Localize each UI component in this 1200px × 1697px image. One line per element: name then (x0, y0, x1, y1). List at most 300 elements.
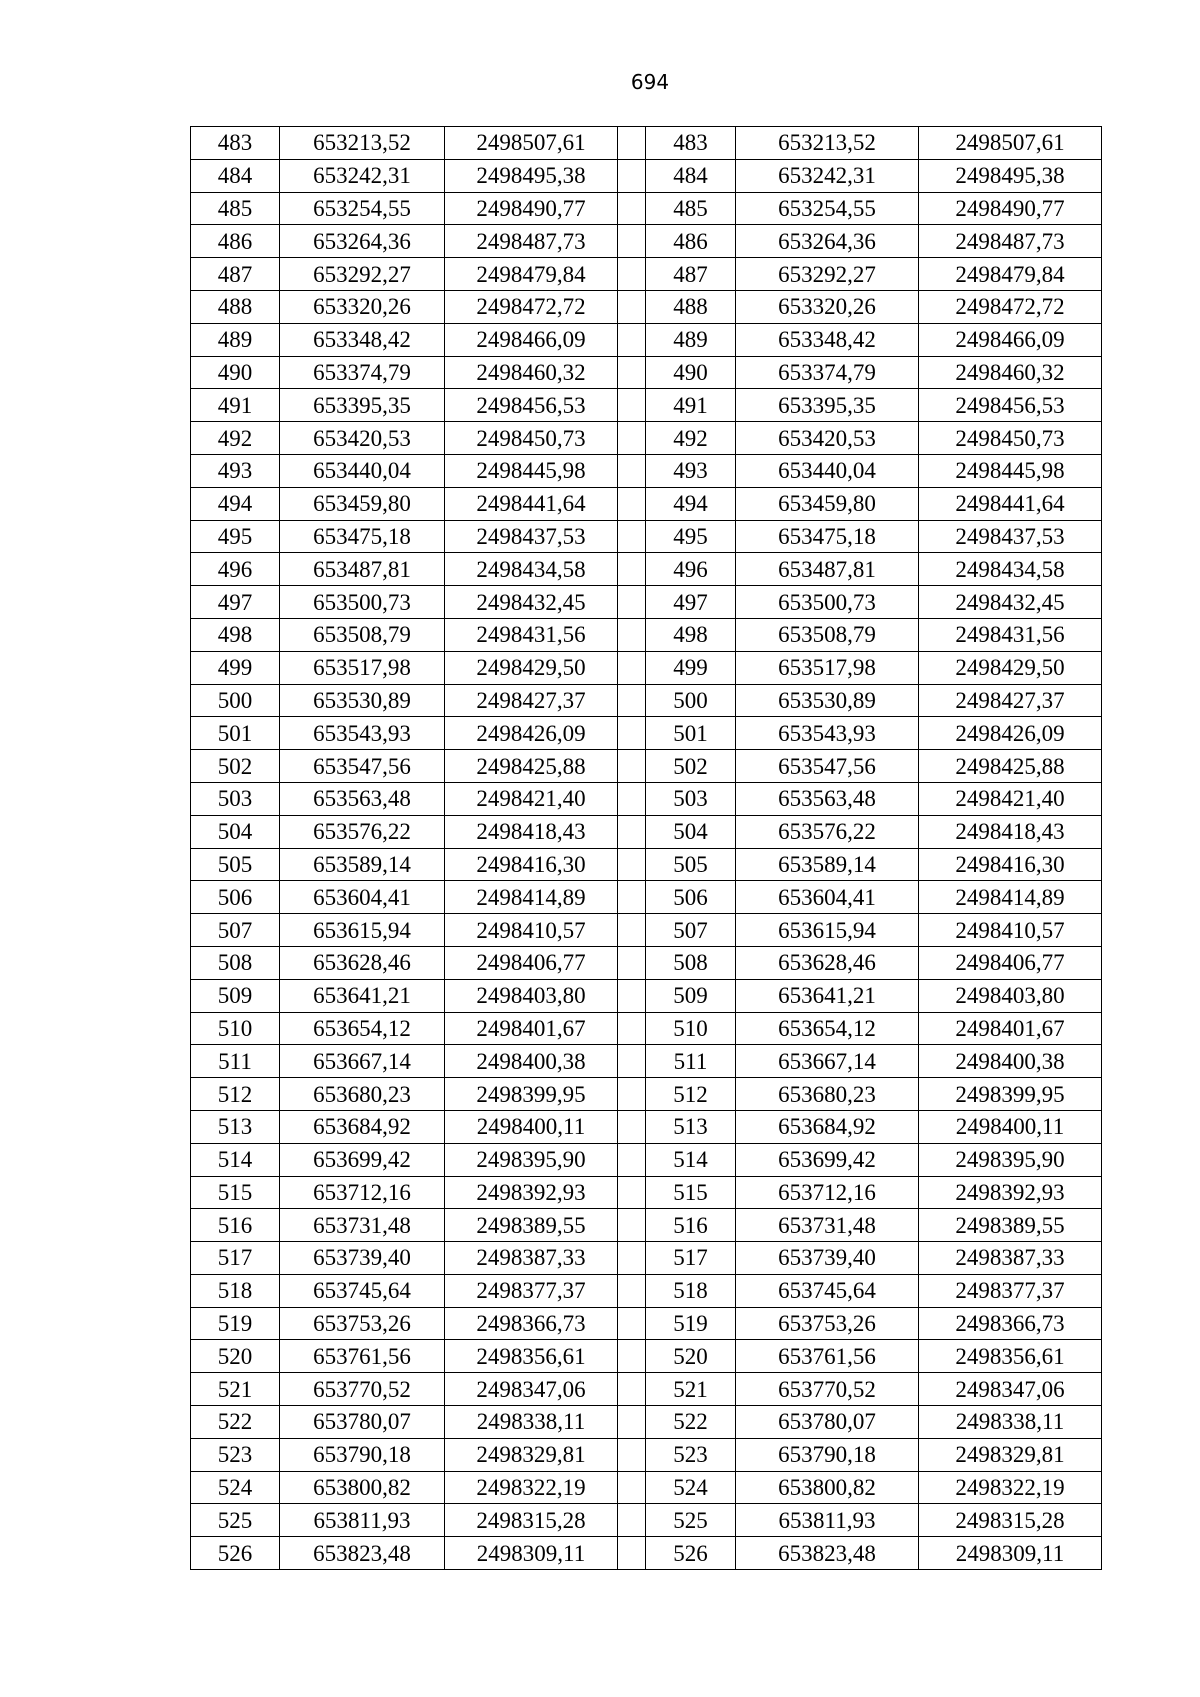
x-coordinate-cell: 653395,35 (736, 389, 919, 422)
x-coordinate-cell: 653530,89 (736, 684, 919, 717)
spacer-cell (618, 1274, 646, 1307)
y-coordinate-cell: 2498400,11 (445, 1110, 618, 1143)
table-row (191, 1012, 1102, 1045)
point-number-cell: 513 (191, 1110, 280, 1143)
y-coordinate-cell: 2498441,64 (919, 487, 1102, 520)
point-number-cell: 493 (191, 454, 280, 487)
y-coordinate-cell: 2498387,33 (919, 1242, 1102, 1275)
x-coordinate-cell: 653517,98 (736, 651, 919, 684)
y-coordinate-cell: 2498432,45 (445, 586, 618, 619)
spacer-cell (618, 1209, 646, 1242)
spacer-cell (618, 290, 646, 323)
spacer-cell (618, 454, 646, 487)
x-coordinate-cell: 653800,82 (736, 1471, 919, 1504)
y-coordinate-cell: 2498460,32 (445, 356, 618, 389)
point-number-cell: 501 (646, 717, 736, 750)
y-coordinate-cell: 2498421,40 (445, 782, 618, 815)
x-coordinate-cell: 653790,18 (736, 1438, 919, 1471)
point-number-cell: 521 (646, 1373, 736, 1406)
y-coordinate-cell: 2498441,64 (445, 487, 618, 520)
point-number-cell: 501 (191, 717, 280, 750)
point-number-cell: 485 (191, 192, 280, 225)
point-number-cell: 512 (646, 1078, 736, 1111)
point-number-cell: 508 (646, 946, 736, 979)
x-coordinate-cell: 653264,36 (736, 225, 919, 258)
spacer-cell (618, 1012, 646, 1045)
spacer-cell (618, 1078, 646, 1111)
point-number-cell: 492 (646, 422, 736, 455)
y-coordinate-cell: 2498429,50 (919, 651, 1102, 684)
x-coordinate-cell: 653780,07 (736, 1406, 919, 1439)
y-coordinate-cell: 2498392,93 (445, 1176, 618, 1209)
x-coordinate-cell: 653563,48 (736, 782, 919, 815)
y-coordinate-cell: 2498490,77 (445, 192, 618, 225)
point-number-cell: 522 (191, 1406, 280, 1439)
y-coordinate-cell: 2498401,67 (919, 1012, 1102, 1045)
table-row (191, 1242, 1102, 1275)
point-number-cell: 502 (191, 750, 280, 783)
x-coordinate-cell: 653731,48 (736, 1209, 919, 1242)
table-row (191, 520, 1102, 553)
table-row (191, 586, 1102, 619)
x-coordinate-cell: 653530,89 (280, 684, 445, 717)
y-coordinate-cell: 2498434,58 (919, 553, 1102, 586)
y-coordinate-cell: 2498356,61 (919, 1340, 1102, 1373)
table-row (191, 1176, 1102, 1209)
table-row (191, 356, 1102, 389)
point-number-cell: 517 (646, 1242, 736, 1275)
spacer-cell (618, 389, 646, 422)
x-coordinate-cell: 653543,93 (280, 717, 445, 750)
y-coordinate-cell: 2498400,11 (919, 1110, 1102, 1143)
point-number-cell: 500 (191, 684, 280, 717)
y-coordinate-cell: 2498427,37 (919, 684, 1102, 717)
x-coordinate-cell: 653543,93 (736, 717, 919, 750)
spacer-cell (618, 1504, 646, 1537)
point-number-cell: 497 (191, 586, 280, 619)
table-row (191, 979, 1102, 1012)
spacer-cell (618, 1438, 646, 1471)
spacer-cell (618, 1307, 646, 1340)
x-coordinate-cell: 653563,48 (280, 782, 445, 815)
x-coordinate-cell: 653731,48 (280, 1209, 445, 1242)
x-coordinate-cell: 653517,98 (280, 651, 445, 684)
spacer-cell (618, 258, 646, 291)
spacer-cell (618, 1471, 646, 1504)
y-coordinate-cell: 2498338,11 (919, 1406, 1102, 1439)
y-coordinate-cell: 2498426,09 (445, 717, 618, 750)
table-row (191, 159, 1102, 192)
x-coordinate-cell: 653440,04 (736, 454, 919, 487)
y-coordinate-cell: 2498490,77 (919, 192, 1102, 225)
spacer-cell (618, 487, 646, 520)
y-coordinate-cell: 2498389,55 (445, 1209, 618, 1242)
y-coordinate-cell: 2498479,84 (919, 258, 1102, 291)
x-coordinate-cell: 653684,92 (736, 1110, 919, 1143)
point-number-cell: 509 (191, 979, 280, 1012)
table-row (191, 192, 1102, 225)
x-coordinate-cell: 653348,42 (736, 323, 919, 356)
y-coordinate-cell: 2498427,37 (445, 684, 618, 717)
x-coordinate-cell: 653790,18 (280, 1438, 445, 1471)
y-coordinate-cell: 2498315,28 (445, 1504, 618, 1537)
x-coordinate-cell: 653739,40 (736, 1242, 919, 1275)
y-coordinate-cell: 2498347,06 (445, 1373, 618, 1406)
y-coordinate-cell: 2498392,93 (919, 1176, 1102, 1209)
x-coordinate-cell: 653420,53 (736, 422, 919, 455)
table-row (191, 258, 1102, 291)
x-coordinate-cell: 653459,80 (280, 487, 445, 520)
x-coordinate-cell: 653547,56 (280, 750, 445, 783)
y-coordinate-cell: 2498450,73 (919, 422, 1102, 455)
spacer-cell (618, 848, 646, 881)
x-coordinate-cell: 653374,79 (736, 356, 919, 389)
point-number-cell: 525 (646, 1504, 736, 1537)
point-number-cell: 524 (646, 1471, 736, 1504)
x-coordinate-cell: 653589,14 (736, 848, 919, 881)
spacer-cell (618, 1045, 646, 1078)
point-number-cell: 522 (646, 1406, 736, 1439)
x-coordinate-cell: 653745,64 (736, 1274, 919, 1307)
x-coordinate-cell: 653508,79 (736, 618, 919, 651)
spacer-cell (618, 356, 646, 389)
spacer-cell (618, 1537, 646, 1570)
x-coordinate-cell: 653264,36 (280, 225, 445, 258)
y-coordinate-cell: 2498421,40 (919, 782, 1102, 815)
y-coordinate-cell: 2498437,53 (445, 520, 618, 553)
x-coordinate-cell: 653667,14 (280, 1045, 445, 1078)
point-number-cell: 500 (646, 684, 736, 717)
coordinates-table (190, 126, 1102, 1570)
table-row (191, 487, 1102, 520)
y-coordinate-cell: 2498410,57 (919, 914, 1102, 947)
table-row (191, 1438, 1102, 1471)
y-coordinate-cell: 2498329,81 (445, 1438, 618, 1471)
spacer-cell (618, 1406, 646, 1439)
x-coordinate-cell: 653487,81 (736, 553, 919, 586)
y-coordinate-cell: 2498431,56 (919, 618, 1102, 651)
x-coordinate-cell: 653213,52 (736, 127, 919, 160)
x-coordinate-cell: 653641,21 (280, 979, 445, 1012)
table-row (191, 651, 1102, 684)
spacer-cell (618, 618, 646, 651)
y-coordinate-cell: 2498466,09 (919, 323, 1102, 356)
point-number-cell: 512 (191, 1078, 280, 1111)
y-coordinate-cell: 2498456,53 (919, 389, 1102, 422)
x-coordinate-cell: 653589,14 (280, 848, 445, 881)
point-number-cell: 523 (191, 1438, 280, 1471)
point-number-cell: 509 (646, 979, 736, 1012)
point-number-cell: 520 (646, 1340, 736, 1373)
spacer-cell (618, 553, 646, 586)
table-row (191, 1373, 1102, 1406)
x-coordinate-cell: 653753,26 (736, 1307, 919, 1340)
y-coordinate-cell: 2498487,73 (919, 225, 1102, 258)
point-number-cell: 488 (191, 290, 280, 323)
x-coordinate-cell: 653761,56 (280, 1340, 445, 1373)
spacer-cell (618, 815, 646, 848)
y-coordinate-cell: 2498347,06 (919, 1373, 1102, 1406)
y-coordinate-cell: 2498429,50 (445, 651, 618, 684)
point-number-cell: 517 (191, 1242, 280, 1275)
table-row (191, 225, 1102, 258)
point-number-cell: 484 (191, 159, 280, 192)
point-number-cell: 483 (191, 127, 280, 160)
y-coordinate-cell: 2498466,09 (445, 323, 618, 356)
x-coordinate-cell: 653242,31 (280, 159, 445, 192)
x-coordinate-cell: 653699,42 (280, 1143, 445, 1176)
x-coordinate-cell: 653500,73 (736, 586, 919, 619)
x-coordinate-cell: 653684,92 (280, 1110, 445, 1143)
x-coordinate-cell: 653628,46 (280, 946, 445, 979)
point-number-cell: 515 (191, 1176, 280, 1209)
table-row (191, 848, 1102, 881)
y-coordinate-cell: 2498479,84 (445, 258, 618, 291)
y-coordinate-cell: 2498487,73 (445, 225, 618, 258)
table-row (191, 1340, 1102, 1373)
y-coordinate-cell: 2498431,56 (445, 618, 618, 651)
x-coordinate-cell: 653475,18 (736, 520, 919, 553)
spacer-cell (618, 192, 646, 225)
x-coordinate-cell: 653254,55 (280, 192, 445, 225)
point-number-cell: 490 (646, 356, 736, 389)
x-coordinate-cell: 653761,56 (736, 1340, 919, 1373)
point-number-cell: 486 (646, 225, 736, 258)
y-coordinate-cell: 2498418,43 (445, 815, 618, 848)
x-coordinate-cell: 653753,26 (280, 1307, 445, 1340)
x-coordinate-cell: 653745,64 (280, 1274, 445, 1307)
y-coordinate-cell: 2498400,38 (445, 1045, 618, 1078)
y-coordinate-cell: 2498399,95 (445, 1078, 618, 1111)
point-number-cell: 521 (191, 1373, 280, 1406)
point-number-cell: 523 (646, 1438, 736, 1471)
point-number-cell: 511 (646, 1045, 736, 1078)
y-coordinate-cell: 2498406,77 (919, 946, 1102, 979)
x-coordinate-cell: 653604,41 (736, 881, 919, 914)
y-coordinate-cell: 2498406,77 (445, 946, 618, 979)
point-number-cell: 519 (646, 1307, 736, 1340)
spacer-cell (618, 717, 646, 750)
x-coordinate-cell: 653254,55 (736, 192, 919, 225)
x-coordinate-cell: 653680,23 (280, 1078, 445, 1111)
table-row (191, 618, 1102, 651)
y-coordinate-cell: 2498507,61 (919, 127, 1102, 160)
table-row (191, 1274, 1102, 1307)
spacer-cell (618, 1340, 646, 1373)
y-coordinate-cell: 2498322,19 (445, 1471, 618, 1504)
point-number-cell: 494 (646, 487, 736, 520)
table-row (191, 782, 1102, 815)
point-number-cell: 504 (191, 815, 280, 848)
table-row (191, 717, 1102, 750)
y-coordinate-cell: 2498315,28 (919, 1504, 1102, 1537)
spacer-cell (618, 1176, 646, 1209)
point-number-cell: 492 (191, 422, 280, 455)
point-number-cell: 496 (191, 553, 280, 586)
point-number-cell: 507 (646, 914, 736, 947)
table-row (191, 946, 1102, 979)
point-number-cell: 502 (646, 750, 736, 783)
x-coordinate-cell: 653213,52 (280, 127, 445, 160)
x-coordinate-cell: 653459,80 (736, 487, 919, 520)
point-number-cell: 484 (646, 159, 736, 192)
point-number-cell: 510 (191, 1012, 280, 1045)
table-row (191, 684, 1102, 717)
y-coordinate-cell: 2498437,53 (919, 520, 1102, 553)
spacer-cell (618, 1373, 646, 1406)
point-number-cell: 505 (191, 848, 280, 881)
y-coordinate-cell: 2498395,90 (445, 1143, 618, 1176)
point-number-cell: 489 (191, 323, 280, 356)
x-coordinate-cell: 653667,14 (736, 1045, 919, 1078)
point-number-cell: 491 (646, 389, 736, 422)
table-row (191, 914, 1102, 947)
x-coordinate-cell: 653712,16 (280, 1176, 445, 1209)
x-coordinate-cell: 653823,48 (280, 1537, 445, 1570)
spacer-cell (618, 881, 646, 914)
point-number-cell: 495 (646, 520, 736, 553)
point-number-cell: 526 (646, 1537, 736, 1570)
y-coordinate-cell: 2498450,73 (445, 422, 618, 455)
x-coordinate-cell: 653320,26 (280, 290, 445, 323)
spacer-cell (618, 1110, 646, 1143)
spacer-cell (618, 520, 646, 553)
point-number-cell: 487 (191, 258, 280, 291)
x-coordinate-cell: 653712,16 (736, 1176, 919, 1209)
point-number-cell: 515 (646, 1176, 736, 1209)
spacer-cell (618, 422, 646, 455)
y-coordinate-cell: 2498322,19 (919, 1471, 1102, 1504)
y-coordinate-cell: 2498401,67 (445, 1012, 618, 1045)
table-row (191, 323, 1102, 356)
y-coordinate-cell: 2498410,57 (445, 914, 618, 947)
point-number-cell: 499 (646, 651, 736, 684)
point-number-cell: 483 (646, 127, 736, 160)
x-coordinate-cell: 653395,35 (280, 389, 445, 422)
table-row (191, 1209, 1102, 1242)
x-coordinate-cell: 653547,56 (736, 750, 919, 783)
table-row (191, 454, 1102, 487)
y-coordinate-cell: 2498356,61 (445, 1340, 618, 1373)
spacer-cell (618, 159, 646, 192)
y-coordinate-cell: 2498400,38 (919, 1045, 1102, 1078)
table-row (191, 1504, 1102, 1537)
spacer-cell (618, 225, 646, 258)
x-coordinate-cell: 653440,04 (280, 454, 445, 487)
y-coordinate-cell: 2498377,37 (919, 1274, 1102, 1307)
x-coordinate-cell: 653576,22 (736, 815, 919, 848)
y-coordinate-cell: 2498309,11 (919, 1537, 1102, 1570)
point-number-cell: 498 (191, 618, 280, 651)
table-row (191, 389, 1102, 422)
x-coordinate-cell: 653811,93 (736, 1504, 919, 1537)
point-number-cell: 491 (191, 389, 280, 422)
x-coordinate-cell: 653242,31 (736, 159, 919, 192)
y-coordinate-cell: 2498416,30 (919, 848, 1102, 881)
table-row (191, 422, 1102, 455)
table-row (191, 881, 1102, 914)
point-number-cell: 494 (191, 487, 280, 520)
y-coordinate-cell: 2498445,98 (445, 454, 618, 487)
y-coordinate-cell: 2498425,88 (919, 750, 1102, 783)
point-number-cell: 495 (191, 520, 280, 553)
point-number-cell: 525 (191, 1504, 280, 1537)
page-number: 694 (630, 70, 670, 94)
x-coordinate-cell: 653811,93 (280, 1504, 445, 1537)
y-coordinate-cell: 2498399,95 (919, 1078, 1102, 1111)
table-row (191, 1110, 1102, 1143)
x-coordinate-cell: 653604,41 (280, 881, 445, 914)
x-coordinate-cell: 653770,52 (736, 1373, 919, 1406)
y-coordinate-cell: 2498377,37 (445, 1274, 618, 1307)
y-coordinate-cell: 2498495,38 (919, 159, 1102, 192)
x-coordinate-cell: 653654,12 (736, 1012, 919, 1045)
table-row (191, 290, 1102, 323)
table-row (191, 1143, 1102, 1176)
point-number-cell: 505 (646, 848, 736, 881)
table-row (191, 750, 1102, 783)
x-coordinate-cell: 653770,52 (280, 1373, 445, 1406)
y-coordinate-cell: 2498434,58 (445, 553, 618, 586)
x-coordinate-cell: 653699,42 (736, 1143, 919, 1176)
point-number-cell: 524 (191, 1471, 280, 1504)
point-number-cell: 504 (646, 815, 736, 848)
spacer-cell (618, 586, 646, 619)
point-number-cell: 519 (191, 1307, 280, 1340)
point-number-cell: 506 (191, 881, 280, 914)
point-number-cell: 508 (191, 946, 280, 979)
point-number-cell: 499 (191, 651, 280, 684)
y-coordinate-cell: 2498432,45 (919, 586, 1102, 619)
x-coordinate-cell: 653475,18 (280, 520, 445, 553)
x-coordinate-cell: 653641,21 (736, 979, 919, 1012)
y-coordinate-cell: 2498338,11 (445, 1406, 618, 1439)
point-number-cell: 514 (191, 1143, 280, 1176)
point-number-cell: 503 (646, 782, 736, 815)
table-row (191, 815, 1102, 848)
y-coordinate-cell: 2498329,81 (919, 1438, 1102, 1471)
point-number-cell: 498 (646, 618, 736, 651)
table-row (191, 1045, 1102, 1078)
x-coordinate-cell: 653420,53 (280, 422, 445, 455)
x-coordinate-cell: 653374,79 (280, 356, 445, 389)
spacer-cell (618, 684, 646, 717)
point-number-cell: 493 (646, 454, 736, 487)
y-coordinate-cell: 2498425,88 (445, 750, 618, 783)
y-coordinate-cell: 2498507,61 (445, 127, 618, 160)
spacer-cell (618, 946, 646, 979)
y-coordinate-cell: 2498445,98 (919, 454, 1102, 487)
point-number-cell: 497 (646, 586, 736, 619)
x-coordinate-cell: 653615,94 (280, 914, 445, 947)
point-number-cell: 520 (191, 1340, 280, 1373)
point-number-cell: 490 (191, 356, 280, 389)
spacer-cell (618, 979, 646, 1012)
x-coordinate-cell: 653508,79 (280, 618, 445, 651)
point-number-cell: 496 (646, 553, 736, 586)
y-coordinate-cell: 2498389,55 (919, 1209, 1102, 1242)
x-coordinate-cell: 653654,12 (280, 1012, 445, 1045)
y-coordinate-cell: 2498387,33 (445, 1242, 618, 1275)
y-coordinate-cell: 2498426,09 (919, 717, 1102, 750)
point-number-cell: 488 (646, 290, 736, 323)
table-row (191, 127, 1102, 160)
table-row (191, 1078, 1102, 1111)
x-coordinate-cell: 653615,94 (736, 914, 919, 947)
point-number-cell: 518 (191, 1274, 280, 1307)
spacer-cell (618, 651, 646, 684)
point-number-cell: 503 (191, 782, 280, 815)
